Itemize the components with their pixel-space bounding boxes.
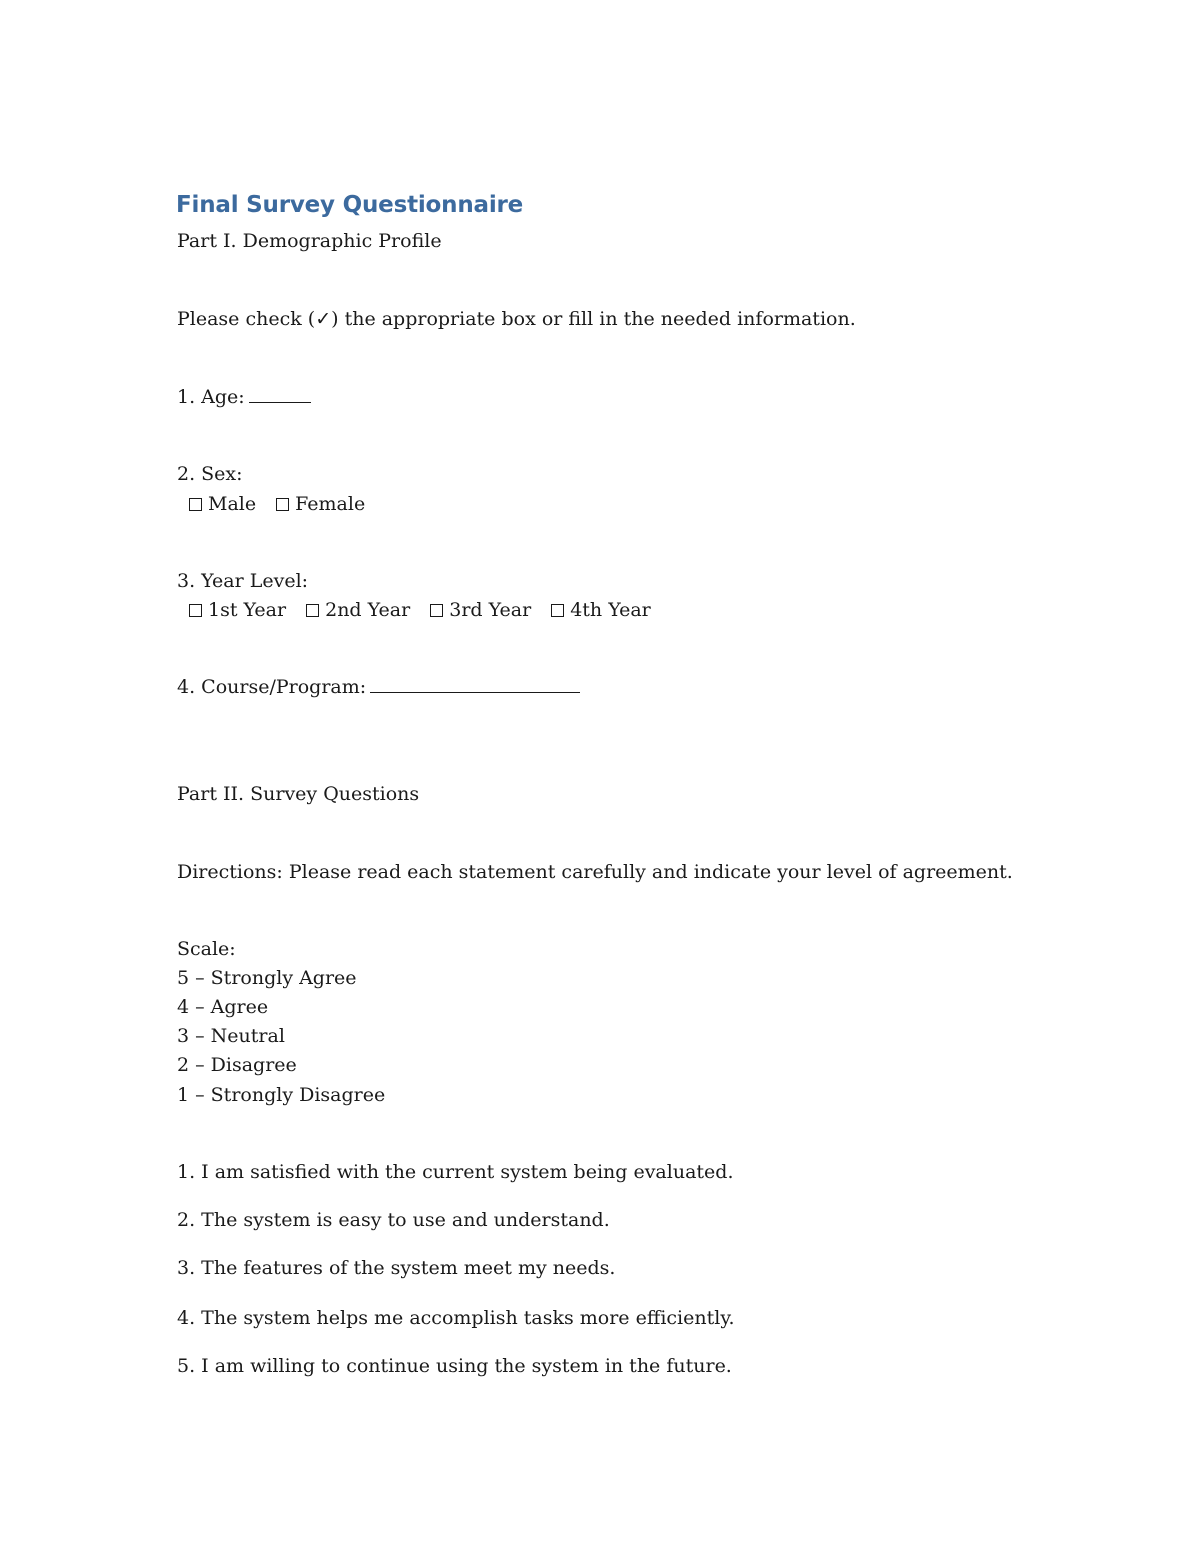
survey-statement: 2. The system is easy to use and understand. xyxy=(177,1209,610,1231)
sex-option-female[interactable]: Female xyxy=(276,492,365,516)
checkbox-icon[interactable] xyxy=(306,604,319,617)
question-age xyxy=(177,385,311,409)
question-year-level-label: 3. Year Level: xyxy=(177,570,309,592)
year-level-options xyxy=(189,598,665,622)
scale-label: Scale: xyxy=(177,938,236,960)
year-option-1st[interactable]: 1st Year xyxy=(189,598,286,622)
sex-options xyxy=(189,492,379,516)
survey-statement: 5. I am willing to continue using the system in the future. xyxy=(177,1355,732,1377)
course-answer-blank[interactable] xyxy=(370,675,580,693)
survey-statement: 1. I am satisfied with the current system being evaluated. xyxy=(177,1161,734,1183)
part1-instruction: Please check (✓) the appropriate box or fill in the needed information. xyxy=(177,308,856,330)
sex-option-male[interactable]: Male xyxy=(189,492,256,516)
checkbox-icon[interactable] xyxy=(276,498,289,511)
part2-heading: Part II. Survey Questions xyxy=(177,783,420,805)
question-sex-label: 2. Sex: xyxy=(177,463,243,485)
scale-item: 3 – Neutral xyxy=(177,1025,285,1047)
year-option-4th[interactable]: 4th Year xyxy=(551,598,651,622)
question-course-label: 4. Course/Program: xyxy=(177,676,367,698)
survey-statement: 3. The features of the system meet my needs. xyxy=(177,1257,616,1279)
scale-item: 5 – Strongly Agree xyxy=(177,967,357,989)
question-age-label: 1. Age: xyxy=(177,386,245,408)
scale-item: 4 – Agree xyxy=(177,996,269,1018)
part2-directions: Directions: Please read each statement carefully and indicate your level of agreement. xyxy=(177,861,1013,883)
year-option-3rd[interactable]: 3rd Year xyxy=(430,598,531,622)
checkbox-icon[interactable] xyxy=(551,604,564,617)
year-option-2nd[interactable]: 2nd Year xyxy=(306,598,410,622)
document-title: Final Survey Questionnaire xyxy=(176,192,524,218)
survey-statement: 4. The system helps me accomplish tasks more efficiently. xyxy=(177,1307,735,1329)
scale-item: 2 – Disagree xyxy=(177,1054,297,1076)
checkbox-icon[interactable] xyxy=(189,604,202,617)
scale-item: 1 – Strongly Disagree xyxy=(177,1084,386,1106)
checkbox-icon[interactable] xyxy=(430,604,443,617)
checkbox-icon[interactable] xyxy=(189,498,202,511)
question-course xyxy=(177,675,580,699)
age-answer-blank[interactable] xyxy=(249,385,311,403)
part1-heading: Part I. Demographic Profile xyxy=(177,230,442,252)
